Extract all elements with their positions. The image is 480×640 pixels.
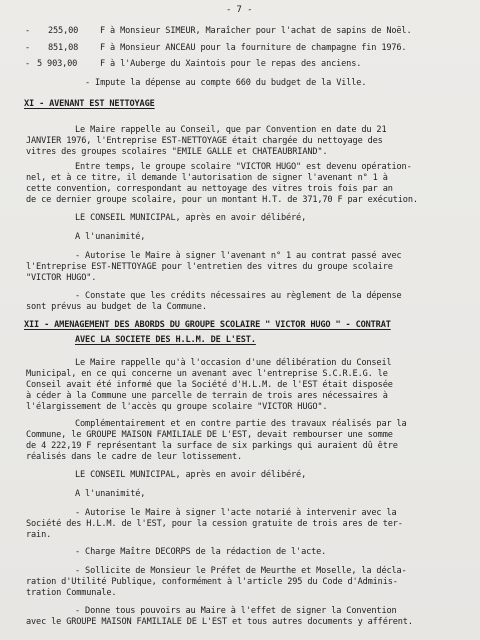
xi-council-line: LE CONSEIL MUNICIPAL, après en avoir délibéré, (75, 213, 307, 223)
xi-decision1-line: "VICTOR HUGO". (26, 273, 97, 283)
xi-decision1-line: l'Entreprise EST-NETTOYAGE pour l'entretien des vitres du groupe scolaire (26, 262, 393, 272)
payment-text: F à Monsieur ANCEAU pour la fourniture de champagne fin 1976. (100, 43, 407, 53)
xi-para2-line: de ce dernier groupe scolaire, pour un montant H.T. de 371,70 F par exécution. (26, 195, 418, 205)
xii-para2-line: Complémentairement et en contre partie des travaux réalisés par la (75, 419, 407, 429)
payment-amount: 851,08 (48, 43, 79, 53)
xi-para2-line: Entre temps, le groupe scolaire "VICTOR HUGO" est devenu opération- (75, 162, 412, 172)
xii-decision1-line: rain. (26, 530, 52, 540)
payment-text: F à l'Auberge du Xaintois pour le repas des anciens. (100, 59, 362, 69)
imputation-line: - Impute la dépense au compte 660 du budget de la Ville. (85, 78, 367, 88)
xi-para1-line: Le Maire rappelle au Conseil, que par Convention en date du 21 (75, 125, 387, 135)
xii-decision3-line: ration d'Utilité Publique, conformément à l'article 295 du Code d'Adminis- (26, 577, 398, 587)
section-xii-heading-cont: AVEC LA SOCIETE DES H.L.M. DE L'EST. (75, 335, 256, 345)
xii-para1-line: Conseil avait été informé que la Société d'H.L.M. de l'EST était disposée (26, 380, 393, 390)
xi-para1-line: JANVIER 1976, l'Entreprise EST-NETTOYAGE était chargée du nettoyage des (26, 136, 383, 146)
payment-text: F à Monsieur SIMEUR, Maraîcher pour l'achat de sapins de Noël. (100, 26, 412, 36)
xii-para1-line: Le Maire rappelle qu'à l'occasion d'une délibération du Conseil (75, 358, 392, 368)
section-xii-heading: XII - AMENAGEMENT DES ABORDS DU GROUPE SCOLAIRE " VICTOR HUGO " - CONTRAT (24, 320, 391, 330)
xii-unanimity-line: A l'unanimité, (75, 489, 146, 499)
payment-bullet: - (25, 26, 31, 36)
xii-decision1-line: - Autorise le Maire à signer l'acte notarié à intervenir avec la (75, 508, 397, 518)
payment-bullet: - (25, 59, 31, 69)
xii-decision4-line: - Donne tous pouvoirs au Maire à l'effet de signer la Convention (75, 606, 397, 616)
xii-council-line: LE CONSEIL MUNICIPAL, après en avoir délibéré, (75, 470, 307, 480)
xii-decision4-line: avec le GROUPE MAISON FAMILIALE DE L'EST et tous autres documents y afférent. (26, 617, 413, 627)
payment-bullet: - (25, 43, 31, 53)
xii-para1-line: à céder à la Commune une parcelle de terrain de trois ares nécessaires à (26, 391, 388, 401)
xii-para2-line: Commune, le GROUPE MAISON FAMILIALE DE L'EST, devait rembourser une somme (26, 430, 393, 440)
xii-para2-line: de 4 222,19 F représentant la surface de six parkings qui auraient dû être (26, 441, 398, 451)
payment-amount: 5 903,00 (37, 59, 78, 69)
xii-decision3-line: - Sollicite de Monsieur le Préfet de Meurthe et Moselle, la décla- (75, 566, 407, 576)
xii-decision1-line: Société des H.L.M. de l'EST, pour la cession gratuite de trois ares de ter- (26, 519, 403, 529)
xi-para2-line: cette convention, correspondant au nettoyage des vitres trois fois par an (26, 184, 393, 194)
section-xi-heading: XI - AVENANT EST NETTOYAGE (24, 99, 155, 109)
page-number: - 7 - (226, 5, 253, 15)
xi-para1-line: vitres des groupes scolaires "EMILE GALLE et CHATEAUBRIAND". (26, 147, 328, 157)
xi-decision2-line: sont prévus au budget de la Commune. (26, 302, 207, 312)
xi-decision2-line: - Constate que les crédits nécessaires au règlement de la dépense (75, 291, 402, 301)
xi-decision1-line: - Autorise le Maire à signer l'avenant n° 1 au contrat passé avec (75, 251, 402, 261)
xii-decision3-line: tration Communale. (26, 588, 117, 598)
xii-para2-line: réalisés dans le cadre de leur lotissement. (26, 452, 243, 462)
xi-para2-line: nel, et à ce titre, il demande l'autorisation de signer l'avenant n° 1 à (26, 173, 388, 183)
xii-decision2-line: - Charge Maître DECORPS de la rédaction de l'acte. (75, 547, 327, 557)
xii-para1-line: l'élargissement de l'accès qu groupe scolaire "VICTOR HUGO". (26, 402, 328, 412)
payment-amount: 255,00 (48, 26, 79, 36)
xii-para1-line: Municipal, en ce qui concerne un avenant avec l'entreprise S.C.R.E.G. le (26, 369, 388, 379)
xi-unanimity-line: A l'unanimité, (75, 232, 146, 242)
